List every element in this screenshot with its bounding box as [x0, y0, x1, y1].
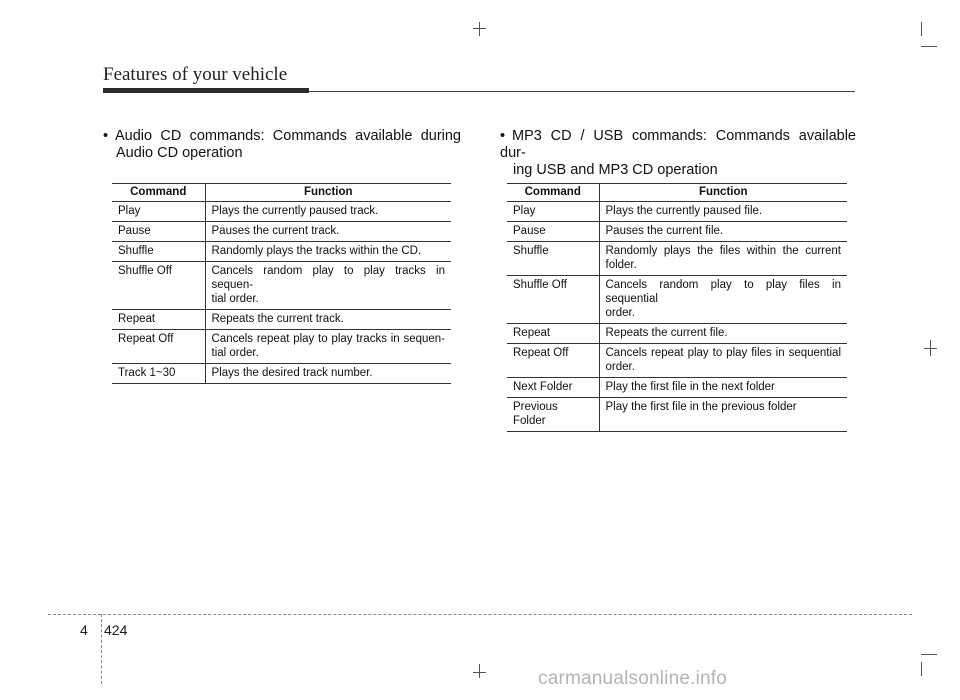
table-row [112, 364, 451, 384]
function-text: Pauses the current file. [605, 225, 724, 237]
function-text: Plays the desired track number. [211, 367, 373, 379]
command-cell: Shuffle [112, 242, 205, 262]
function-cell [205, 242, 451, 262]
function-text: Randomly plays the tracks within the CD. [211, 245, 422, 257]
function-cell [205, 364, 451, 384]
left-bullet-line2: Audio CD operation [116, 145, 243, 161]
table-row [507, 202, 847, 222]
function-text: Cancels repeat play to play files in sequential [605, 347, 841, 359]
table-row [507, 276, 847, 324]
mp3-usb-commands-table [507, 183, 847, 432]
footer-dashed-divider [101, 614, 102, 684]
command-cell: Repeat Off [112, 330, 205, 364]
bullet-dot: • [500, 128, 506, 144]
bullet-dot: • [103, 128, 109, 144]
function-text: Pauses the current track. [211, 225, 340, 237]
function-text: Cancels repeat play to play tracks in sequen- [211, 333, 445, 345]
function-text-continued: order. [605, 361, 635, 373]
function-cell [599, 324, 847, 344]
table-row [112, 202, 451, 222]
crop-mark-bottom-cross [473, 672, 486, 673]
function-text: Randomly plays the files within the current [605, 245, 841, 257]
column-header-command: Command [112, 184, 205, 202]
command-cell: Shuffle Off [507, 276, 599, 324]
command-cell: Track 1~30 [112, 364, 205, 384]
command-cell: Play [507, 202, 599, 222]
table-row [112, 310, 451, 330]
page-header-title: Features of your vehicle [103, 64, 288, 85]
command-cell: Shuffle Off [112, 262, 205, 310]
table-header-row [112, 184, 451, 202]
right-bullet-paragraph [500, 128, 856, 179]
command-cell: Next Folder [507, 378, 599, 398]
audio-cd-commands-table [112, 183, 451, 384]
function-text-continued: folder. [605, 259, 637, 271]
crop-mark-top-cross [473, 28, 486, 29]
function-text: Cancels random play to play files in sequential [605, 279, 841, 305]
table-row [507, 398, 847, 432]
function-cell [599, 242, 847, 276]
command-cell: Repeat [507, 324, 599, 344]
header-accent-bar [103, 88, 309, 93]
function-cell [599, 378, 847, 398]
function-text: Repeats the current file. [605, 327, 728, 339]
footer-dashed-rule [48, 614, 912, 615]
function-text: Repeats the current track. [211, 313, 344, 325]
crop-mark-bottom-right [921, 662, 922, 676]
page-number: 424 [104, 622, 128, 638]
command-cell: Shuffle [507, 242, 599, 276]
crop-mark-bottom [479, 664, 480, 678]
table-row [112, 330, 451, 364]
crop-mark-right-cross [924, 348, 937, 349]
function-cell [599, 344, 847, 378]
table-row [507, 378, 847, 398]
crop-mark-top [479, 22, 480, 36]
function-text: Play the first file in the next folder [605, 381, 775, 393]
table-header-row [507, 184, 847, 202]
crop-mark-bottom-right-h [921, 654, 937, 655]
command-cell: Play [112, 202, 205, 222]
watermark-text: carmanualsonline.info [538, 668, 728, 689]
column-header-function: Function [205, 184, 451, 202]
function-text: Plays the currently paused track. [211, 205, 379, 217]
right-bullet-line2: ing USB and MP3 CD operation [513, 162, 718, 178]
right-bullet-line1: MP3 CD / USB commands: Commands available dur- [500, 128, 856, 161]
command-cell: Repeat Off [507, 344, 599, 378]
left-bullet-line1: Audio CD commands: Commands available during [115, 128, 461, 144]
function-cell [599, 222, 847, 242]
command-cell: Previous Folder [507, 398, 599, 432]
section-number: 4 [80, 622, 88, 638]
column-header-command: Command [507, 184, 599, 202]
command-cell: Repeat [112, 310, 205, 330]
function-text: Cancels random play to play tracks in sequen- [211, 265, 445, 291]
command-cell: Pause [507, 222, 599, 242]
function-text: Plays the currently paused file. [605, 205, 763, 217]
function-cell [599, 202, 847, 222]
table-row [112, 222, 451, 242]
function-cell [205, 202, 451, 222]
command-cell: Pause [112, 222, 205, 242]
function-text: Play the first file in the previous folder [605, 401, 797, 413]
function-text-continued: tial order. [211, 347, 259, 359]
function-cell [599, 276, 847, 324]
function-text-continued: order. [605, 307, 635, 319]
table-row [507, 344, 847, 378]
function-text-continued: tial order. [211, 293, 259, 305]
table-row [507, 242, 847, 276]
crop-mark-top-right [921, 22, 922, 36]
crop-mark-top-right-h [921, 46, 937, 47]
function-cell [205, 330, 451, 364]
table-row [507, 222, 847, 242]
function-cell [599, 398, 847, 432]
function-cell [205, 310, 451, 330]
table-row [112, 262, 451, 310]
left-bullet-paragraph [103, 128, 461, 162]
column-header-function: Function [599, 184, 847, 202]
function-cell [205, 222, 451, 242]
table-row [112, 242, 451, 262]
function-cell [205, 262, 451, 310]
table-row [507, 324, 847, 344]
